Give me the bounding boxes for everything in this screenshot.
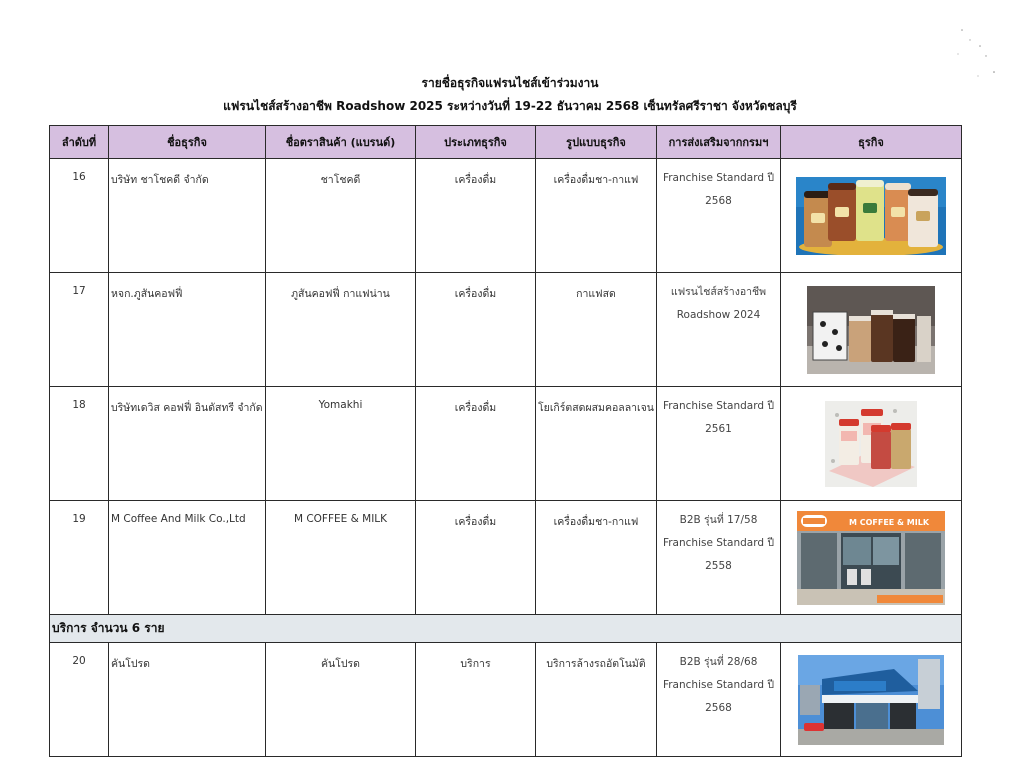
business-model: เครื่องดื่มชา-กาแฟ [536, 501, 657, 615]
promotion-line: 2558 [705, 560, 732, 572]
header-model: รูปแบบธุรกิจ [536, 126, 657, 159]
promotion-line: Franchise Standard ปี [662, 400, 775, 412]
brand-name: ชาโชคดี [266, 159, 416, 273]
brand-name: ภูสันคอฟฟี่ กาแฟน่าน [266, 273, 416, 387]
business-image-cell [781, 501, 962, 615]
promotion-line: แฟรนไชส์สร้างอาชีพ [670, 286, 767, 298]
table-row [50, 387, 962, 501]
business-image-cell [781, 273, 962, 387]
promotion-line: 2568 [705, 195, 732, 207]
storefront-photo-icon [797, 511, 945, 605]
header-no: ลำดับที่ [50, 126, 109, 159]
document-title: รายชื่อธุรกิจแฟรนไชส์เข้าร่วมงาน [421, 76, 599, 90]
business-type: เครื่องดื่ม [416, 159, 536, 273]
promotion-line: 2561 [705, 423, 732, 435]
row-number: 18 [50, 387, 109, 501]
row-number: 16 [50, 159, 109, 273]
scan-speckle-icon [950, 26, 1000, 86]
brand-name: M COFFEE & MILK [266, 501, 416, 615]
business-name: บริษัทเดวิส คอฟฟี่ อินดัสทรี จำกัด [109, 387, 266, 501]
promotion-line: 2568 [705, 702, 732, 714]
promotion-line: B2B รุ่นที่ 28/68 [679, 656, 758, 668]
header-type: ประเภทธุรกิจ [416, 126, 536, 159]
row-number: 17 [50, 273, 109, 387]
business-name: หจก.ภูสันคอฟฟี่ [109, 273, 266, 387]
business-image-cell [781, 643, 962, 757]
table-row [50, 273, 962, 387]
business-type: เครื่องดื่ม [416, 273, 536, 387]
business-type: บริการ [416, 643, 536, 757]
car-wash-building-photo-icon [798, 655, 944, 745]
business-model: เครื่องดื่มชา-กาแฟ [536, 159, 657, 273]
yogurt-drinks-photo-icon [825, 401, 917, 487]
row-number: 19 [50, 501, 109, 615]
promotion-line: Franchise Standard ปี [662, 679, 775, 691]
bubble-tea-cups-photo-icon [796, 177, 946, 255]
business-name: บริษัท ชาโชคดี จำกัด [109, 159, 266, 273]
business-name: M Coffee And Milk Co.,Ltd [109, 501, 266, 615]
header-image: ธุรกิจ [781, 126, 962, 159]
promotion [657, 501, 781, 615]
header-promotion: การส่งเสริมจากกรมฯ [657, 126, 781, 159]
business-image-cell [781, 159, 962, 273]
business-type: เครื่องดื่ม [416, 387, 536, 501]
table-row [50, 643, 962, 757]
promotion-line: Franchise Standard ปี [662, 172, 775, 184]
brand-name: คันโปรด [266, 643, 416, 757]
table-row [50, 159, 962, 273]
business-type: เครื่องดื่ม [416, 501, 536, 615]
promotion [657, 273, 781, 387]
franchise-table [49, 125, 962, 757]
section-label: บริการ จำนวน 6 ราย [50, 615, 962, 643]
brand-name: Yomakhi [266, 387, 416, 501]
promotion-line: Franchise Standard ปี [662, 537, 775, 549]
section-row [50, 615, 962, 643]
table-header-row [50, 126, 962, 159]
promotion [657, 159, 781, 273]
header-business-name: ชื่อธุรกิจ [109, 126, 266, 159]
business-model: โยเกิร์ตสดผสมคอลลาเจน [536, 387, 657, 501]
business-model: กาแฟสด [536, 273, 657, 387]
promotion [657, 387, 781, 501]
storefront-sign-text: M COFFEE & MILK [848, 517, 930, 527]
iced-coffee-cups-photo-icon [807, 286, 935, 374]
promotion-line: Roadshow 2024 [676, 309, 761, 321]
row-number: 20 [50, 643, 109, 757]
promotion-line: B2B รุ่นที่ 17/58 [679, 514, 758, 526]
document-subtitle: แฟรนไชส์สร้างอาชีพ Roadshow 2025 ระหว่างวันที่ 19-22 ธันวาคม 2568 เซ็นทรัลศรีราชา จังหวัดชลบุรี [223, 99, 797, 113]
business-model: บริการล้างรถอัตโนมัติ [536, 643, 657, 757]
promotion [657, 643, 781, 757]
business-image-cell [781, 387, 962, 501]
table-row [50, 501, 962, 615]
header-brand: ชื่อตราสินค้า (แบรนด์) [266, 126, 416, 159]
business-name: คันโปรด [109, 643, 266, 757]
